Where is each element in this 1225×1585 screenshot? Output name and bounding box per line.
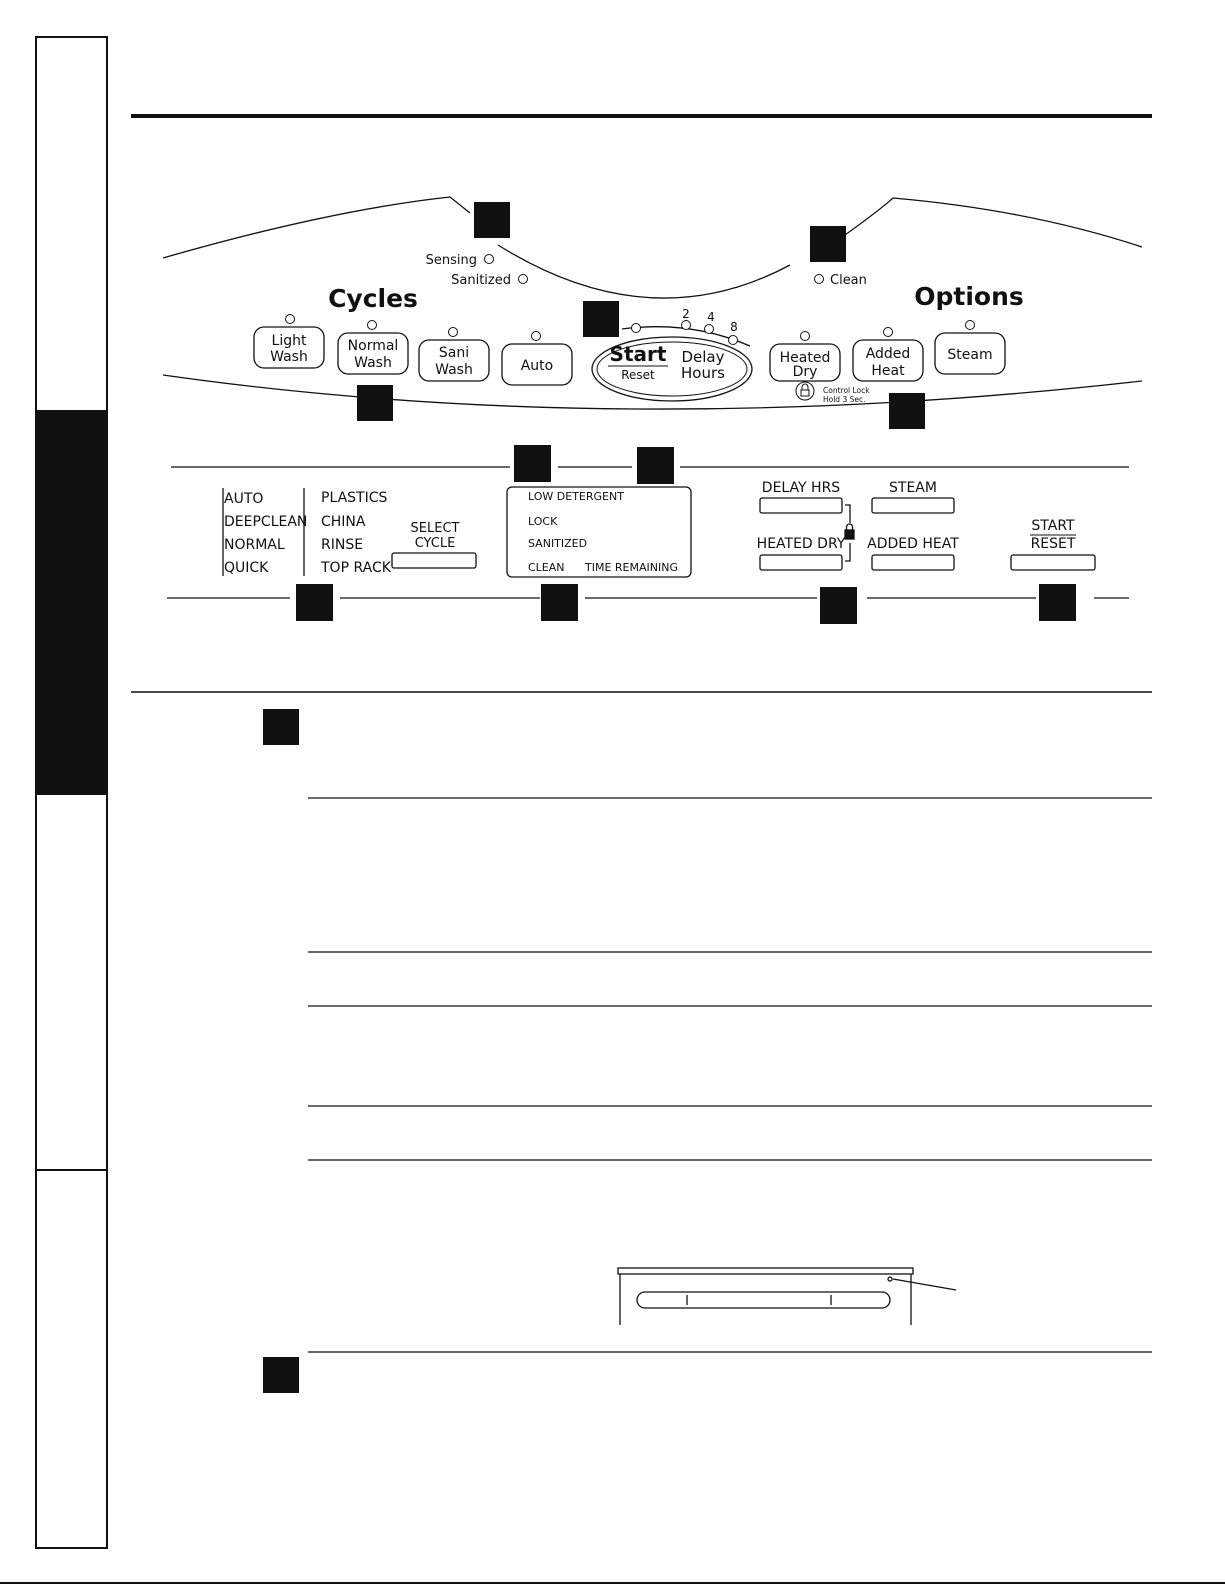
svg-text:SANITIZED: SANITIZED: [528, 537, 588, 550]
svg-text:PLASTICS: PLASTICS: [321, 490, 388, 506]
padlock-icon: [845, 530, 854, 539]
heated-dry-option-button[interactable]: [757, 536, 846, 570]
svg-text:CLEAN: CLEAN: [528, 561, 565, 574]
delay-mark-2: 2: [682, 307, 690, 321]
side-tab-strip: [36, 37, 107, 1548]
svg-text:SELECT: SELECT: [410, 521, 460, 536]
svg-text:CYCLE: CYCLE: [414, 536, 456, 551]
delay-hours-label: Delay: [681, 348, 725, 366]
svg-text:Wash: Wash: [270, 349, 308, 365]
svg-text:Hold 3 Sec.: Hold 3 Sec.: [823, 395, 866, 404]
light-wash-button[interactable]: [254, 315, 324, 369]
delay-mark-4: 4: [707, 310, 715, 324]
cycle-list-right: [320, 490, 392, 576]
svg-text:TIME REMAINING: TIME REMAINING: [585, 561, 678, 574]
svg-text:Sensing: Sensing: [425, 253, 477, 268]
sani-wash-button[interactable]: [419, 328, 489, 382]
clean-led: [815, 275, 824, 284]
svg-text:Heat: Heat: [871, 363, 905, 379]
delay-led-4: [705, 325, 714, 334]
svg-text:ADDED HEAT: ADDED HEAT: [867, 536, 959, 552]
svg-text:Added: Added: [865, 346, 911, 362]
svg-text:DELAY HRS: DELAY HRS: [761, 480, 841, 496]
cycles-heading: Cycles: [328, 284, 418, 313]
status-display: [507, 487, 691, 577]
svg-text:Wash: Wash: [435, 362, 473, 378]
section-marker-1: [263, 709, 299, 745]
steam-option-button[interactable]: [872, 480, 954, 513]
svg-text:CHINA: CHINA: [321, 514, 366, 530]
svg-text:Sanitized: Sanitized: [451, 273, 511, 288]
start-reset-button[interactable]: [1011, 518, 1095, 570]
svg-text:LOCK: LOCK: [528, 515, 558, 528]
svg-text:START: START: [1031, 518, 1075, 534]
delay-mark-8: 8: [730, 320, 738, 334]
cycle-list-left: [224, 491, 307, 576]
svg-text:QUICK: QUICK: [224, 560, 269, 576]
delay-led-2: [682, 321, 691, 330]
svg-text:DEEPCLEAN: DEEPCLEAN: [224, 514, 308, 530]
sanitized-indicator: [451, 273, 527, 288]
svg-text:Hours: Hours: [681, 364, 725, 382]
door-panel-illustration: [618, 1268, 956, 1325]
options-heading: Options: [914, 282, 1024, 311]
svg-text:RINSE: RINSE: [321, 537, 364, 553]
delay-led-8: [729, 336, 738, 345]
svg-text:Auto: Auto: [520, 358, 554, 374]
svg-text:STEAM: STEAM: [889, 480, 937, 496]
sensing-indicator: [426, 253, 494, 268]
sensing-led: [485, 255, 494, 264]
added-heat-button[interactable]: [853, 328, 923, 382]
svg-text:Clean: Clean: [830, 273, 867, 288]
svg-text:Steam: Steam: [947, 347, 993, 363]
svg-text:NORMAL: NORMAL: [224, 537, 285, 553]
svg-text:AUTO: AUTO: [224, 491, 264, 507]
normal-wash-button[interactable]: [338, 321, 408, 375]
start-label: Start: [609, 342, 667, 366]
select-cycle-button[interactable]: [392, 521, 476, 568]
section-marker-2: [263, 1357, 299, 1393]
svg-text:Dry: Dry: [792, 364, 818, 380]
reset-label: Reset: [621, 368, 655, 382]
auto-button[interactable]: [502, 332, 572, 386]
delay-led-0: [632, 324, 641, 333]
svg-text:Sani: Sani: [438, 345, 470, 361]
added-heat-option-button[interactable]: [867, 536, 959, 570]
heated-dry-button[interactable]: [770, 332, 840, 382]
svg-text:Control Lock: Control Lock: [823, 386, 870, 395]
svg-text:TOP RACK: TOP RACK: [321, 560, 391, 576]
svg-text:RESET: RESET: [1030, 536, 1076, 552]
lock-icon: [796, 382, 814, 400]
control-lock-indicator: [796, 382, 870, 404]
lock-bracket: [845, 505, 854, 561]
steam-button[interactable]: [935, 321, 1005, 375]
svg-text:LOW DETERGENT: LOW DETERGENT: [528, 490, 624, 503]
svg-text:Normal: Normal: [347, 338, 399, 354]
svg-text:HEATED DRY: HEATED DRY: [756, 536, 846, 552]
sanitized-led: [519, 275, 528, 284]
svg-text:Wash: Wash: [354, 355, 392, 371]
clean-indicator: [815, 273, 867, 288]
delay-hrs-button[interactable]: [760, 480, 842, 513]
svg-text:Heated: Heated: [779, 350, 831, 366]
svg-text:Light: Light: [271, 333, 307, 349]
